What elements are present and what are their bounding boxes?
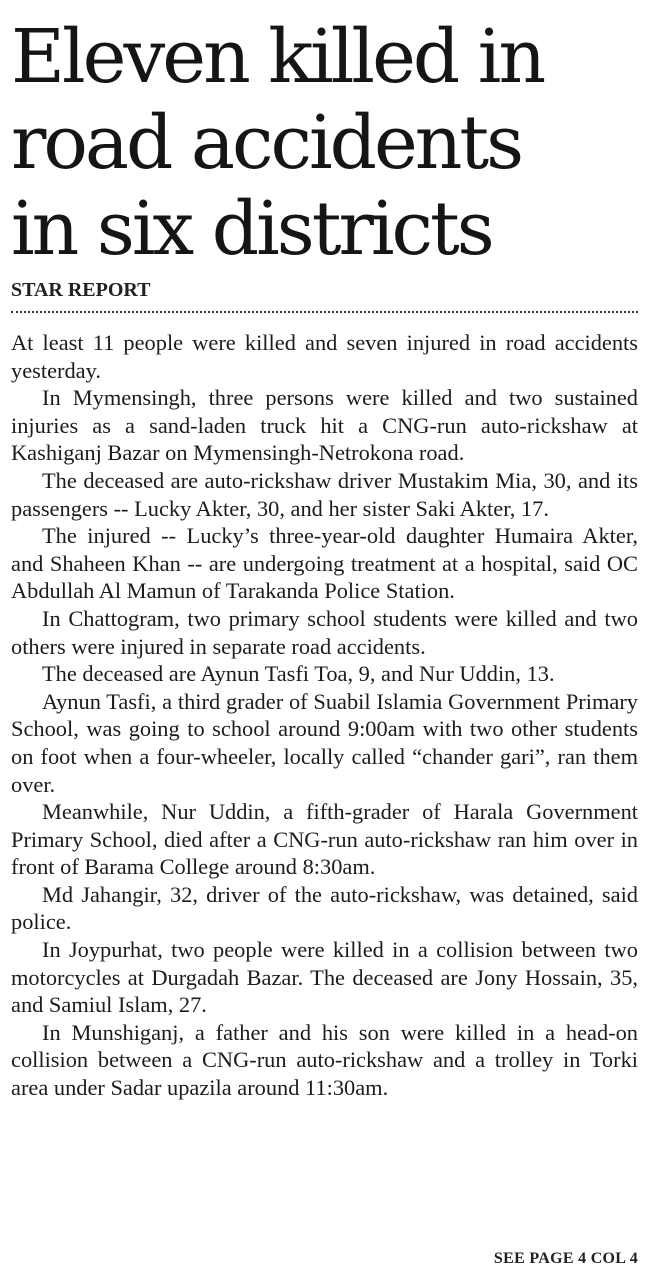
paragraph: In Munshiganj, a father and his son were killed in a head-on collision between a CNG-run auto-rickshaw and a trolley in Torki area under Sadar upazila around 11:30am. xyxy=(11,1019,638,1101)
paragraph: In Chattogram, two primary school students were killed and two others were injured in separate road accidents. xyxy=(11,605,638,659)
paragraph: The deceased are Aynun Tasfi Toa, 9, and Nur Uddin, 13. xyxy=(42,661,555,687)
headline-line: in six districts xyxy=(11,186,492,272)
continuation-jump-line: SEE PAGE 4 COL 4 xyxy=(493,1250,638,1267)
paragraph: In Mymensingh, three persons were killed and two sustained injuries as a sand-laden truck hit a CNG-run auto-rickshaw at Kashiganj Bazar on Mymensingh-Netrokona road. xyxy=(11,385,638,466)
paragraph: Md Jahangir, 32, driver of the auto-rickshaw, was detained, said police. xyxy=(11,881,638,935)
paragraph: At least 11 people were killed and seven injured in road accidents yesterday. xyxy=(11,330,638,383)
byline: STAR REPORT xyxy=(11,279,151,301)
article xyxy=(11,14,638,1102)
headline-line: road accidents xyxy=(11,100,522,186)
paragraph: The deceased are auto-rickshaw driver Mustakim Mia, 30, and its passengers -- Lucky Akter, 30, and her sister Saki Akter, 17. xyxy=(11,467,638,521)
dotted-divider xyxy=(11,311,638,313)
headline-line: Eleven killed in xyxy=(11,14,544,100)
article-body xyxy=(11,329,638,1102)
headline xyxy=(11,14,638,272)
paragraph: In Joypurhat, two people were killed in a collision between two motorcycles at Durgadah Bazar. The deceased are Jony Hossain, 35, and Samiul Islam, 27. xyxy=(11,937,638,1018)
paragraph: Aynun Tasfi, a third grader of Suabil Islamia Government Primary School, was going to school around 9:00am with two other students on foot when a four-wheeler, locally called “chander gari”, ran them over. xyxy=(11,688,638,797)
paragraph: Meanwhile, Nur Uddin, a fifth-grader of Harala Government Primary School, died after a CNG-run auto-rickshaw ran him over in front of Barama College around 8:30am. xyxy=(11,799,638,880)
paragraph: The injured -- Lucky’s three-year-old daughter Humaira Akter, and Shaheen Khan -- are undergoing treatment at a hospital, said OC Abdullah Al Mamun of Tarakanda Police Station. xyxy=(11,523,638,604)
